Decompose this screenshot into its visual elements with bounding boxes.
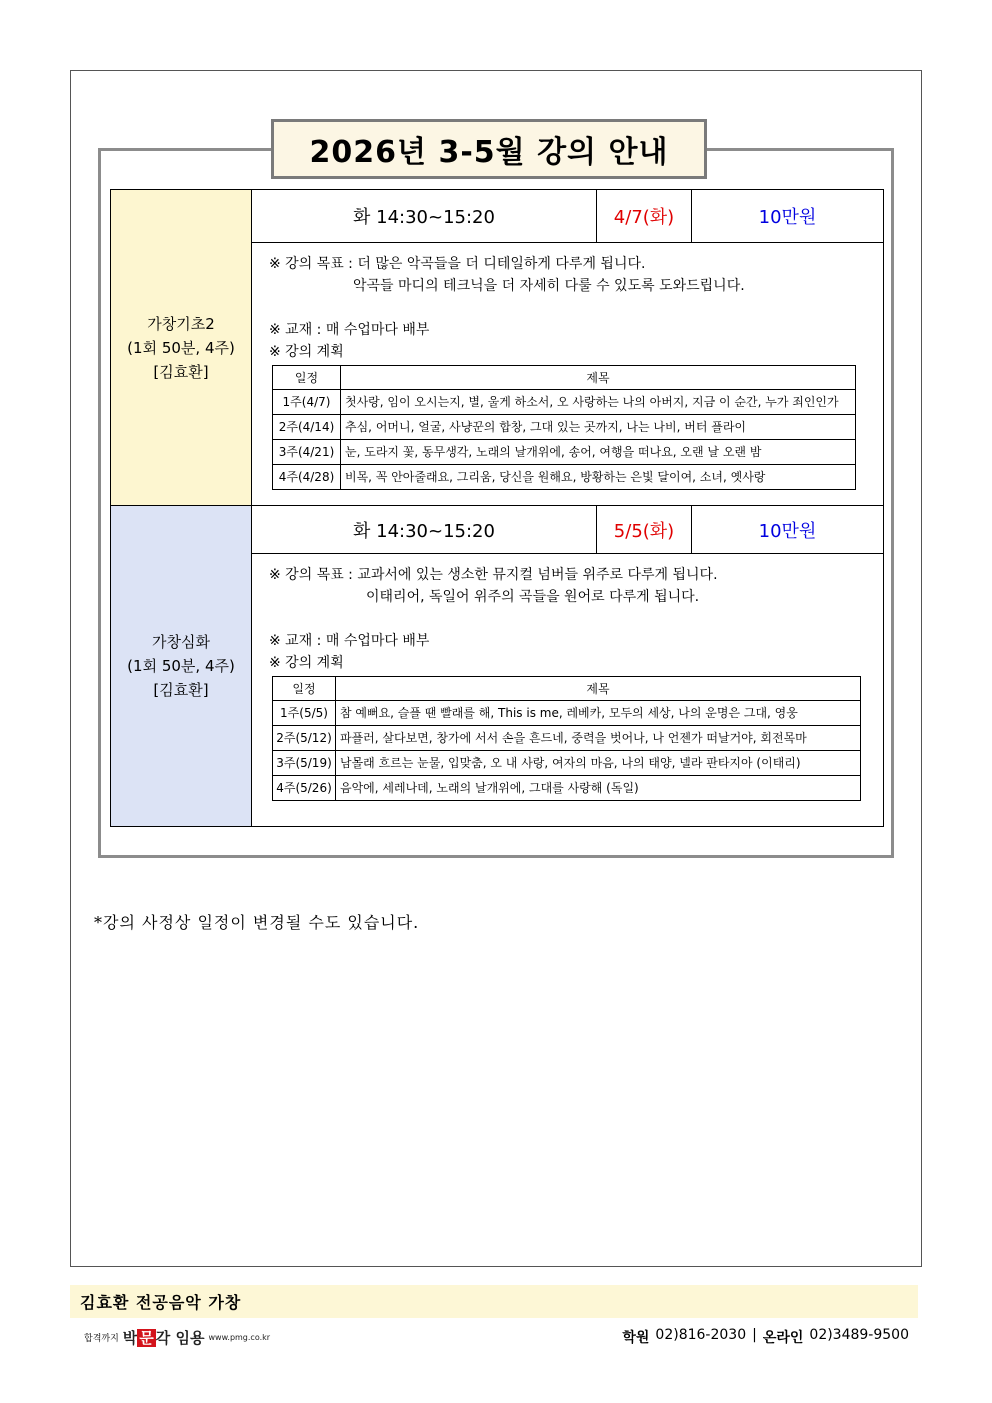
course-name: 가창기초2: [147, 314, 215, 333]
course-goal-line2: 악곡들 마디의 테크닉을 더 자세히 다룰 수 있도록 도와드립니다.: [353, 278, 745, 294]
row-week: 3주(5/19): [273, 751, 336, 776]
row-songs: 추심, 어머니, 얼굴, 사냥꾼의 합창, 그대 있는 곳까지, 나는 나비, 버터 플라이: [341, 415, 856, 440]
footer-title: 김효환 전공음악 가창: [70, 1285, 918, 1318]
table-row: [273, 726, 861, 751]
logo-tagline: 합격까지: [84, 1333, 119, 1344]
academy-label: 학원: [622, 1330, 650, 1346]
online-label: 온라인: [762, 1330, 804, 1346]
course-meta: (1회 50분, 4주): [127, 338, 235, 357]
contact-info: [622, 1327, 909, 1347]
table-row: [273, 390, 856, 415]
course-detail: [252, 243, 883, 490]
row-songs: 눈, 도라지 꽃, 동무생각, 노래의 날개위에, 송어, 여행을 떠나요, 오랜 날 오랜 밤: [341, 440, 856, 465]
course-textbook: ※ 교재 : 매 수업마다 배부: [269, 322, 430, 338]
course-body: [252, 506, 883, 826]
row-songs: 참 예뻐요, 슬플 땐 빨래를 해, This is me, 레베카, 모두의 세상, 나의 운명은 그대, 영웅: [336, 701, 861, 726]
course-time: 화 14:30~15:20: [252, 190, 597, 242]
course-info-row: [252, 506, 883, 554]
online-phone: 02)3489-9500: [809, 1327, 909, 1343]
header-schedule: 일정: [273, 366, 341, 390]
row-songs: 파플러, 살다보면, 창가에 서서 손을 흔드네, 중력을 벗어나, 나 언젠가 떠날거야, 회전목마: [336, 726, 861, 751]
course-price: 10만원: [758, 207, 817, 228]
course-label: [111, 506, 252, 826]
row-week: 4주(5/26): [273, 776, 336, 801]
row-songs: 비목, 꼭 안아줄래요, 그리움, 당신을 원해요, 방황하는 은빛 달이여, 소녀, 옛사랑: [341, 465, 856, 490]
row-songs: 첫사랑, 임이 오시는지, 별, 울게 하소서, 오 사랑하는 나의 아버지, 지금 이 순간, 누가 죄인인가: [341, 390, 856, 415]
row-week: 3주(4/21): [273, 440, 341, 465]
course-plan-label: ※ 강의 계획: [269, 344, 344, 360]
header-schedule: 일정: [273, 677, 336, 701]
table-row: [273, 751, 861, 776]
plan-table: [272, 365, 856, 490]
course-info-row: [252, 190, 883, 243]
course-goal: ※ 강의 목표 : 더 많은 악곡들을 더 디테일하게 다루게 됩니다.: [269, 256, 646, 272]
course-teacher: [김효환]: [153, 681, 209, 699]
contact-separator: |: [752, 1327, 757, 1343]
course-start-date: 5/5(화): [597, 506, 692, 553]
publisher-logo: [84, 1324, 270, 1350]
table-row: [273, 701, 861, 726]
course-section: [110, 505, 884, 827]
header-title: 제목: [341, 366, 856, 390]
table-row: [273, 440, 856, 465]
row-songs: 남몰래 흐르는 눈물, 입맞춤, 오 내 사랑, 여자의 마음, 나의 태양, 넬라 판타지아 (이태리): [336, 751, 861, 776]
course-goal: ※ 강의 목표 : 교과서에 있는 생소한 뮤지컬 넘버들 위주로 다루게 됩니다.: [269, 567, 718, 583]
course-name: 가창심화: [152, 633, 210, 651]
academy-phone: 02)816-2030: [655, 1327, 747, 1343]
schedule-change-note: *강의 사정상 일정이 변경될 수도 있습니다.: [94, 913, 420, 932]
course-price: 10만원: [758, 520, 817, 542]
row-songs: 음악에, 세레나데, 노래의 날개위에, 그대를 사랑해 (독일): [336, 776, 861, 801]
row-week: 2주(4/14): [273, 415, 341, 440]
table-header-row: [273, 677, 861, 701]
row-week: 4주(4/28): [273, 465, 341, 490]
course-section: [110, 189, 884, 506]
course-meta: (1회 50분, 4주): [127, 657, 235, 675]
plan-table: [272, 676, 861, 801]
logo-brand: 박 문 각 임용: [122, 1328, 205, 1347]
page-title: 2026년 3-5월 강의 안내: [271, 119, 707, 179]
course-label: [111, 190, 252, 505]
course-plan-label: ※ 강의 계획: [269, 655, 344, 671]
table-row: [273, 776, 861, 801]
header-title: 제목: [336, 677, 861, 701]
table-row: [273, 465, 856, 490]
row-week: 1주(5/5): [273, 701, 336, 726]
course-teacher: [김효환]: [153, 362, 209, 381]
course-body: [252, 190, 883, 505]
table-row: [273, 415, 856, 440]
course-goal-line2: 이태리어, 독일어 위주의 곡들을 원어로 다루게 됩니다.: [366, 589, 700, 605]
course-start-date: 4/7(화): [597, 190, 692, 242]
course-detail: [252, 554, 883, 801]
row-week: 2주(5/12): [273, 726, 336, 751]
table-header-row: [273, 366, 856, 390]
course-time: 화 14:30~15:20: [252, 506, 597, 553]
logo-url: www.pmg.co.kr: [208, 1332, 271, 1342]
course-textbook: ※ 교재 : 매 수업마다 배부: [269, 633, 430, 649]
row-week: 1주(4/7): [273, 390, 341, 415]
